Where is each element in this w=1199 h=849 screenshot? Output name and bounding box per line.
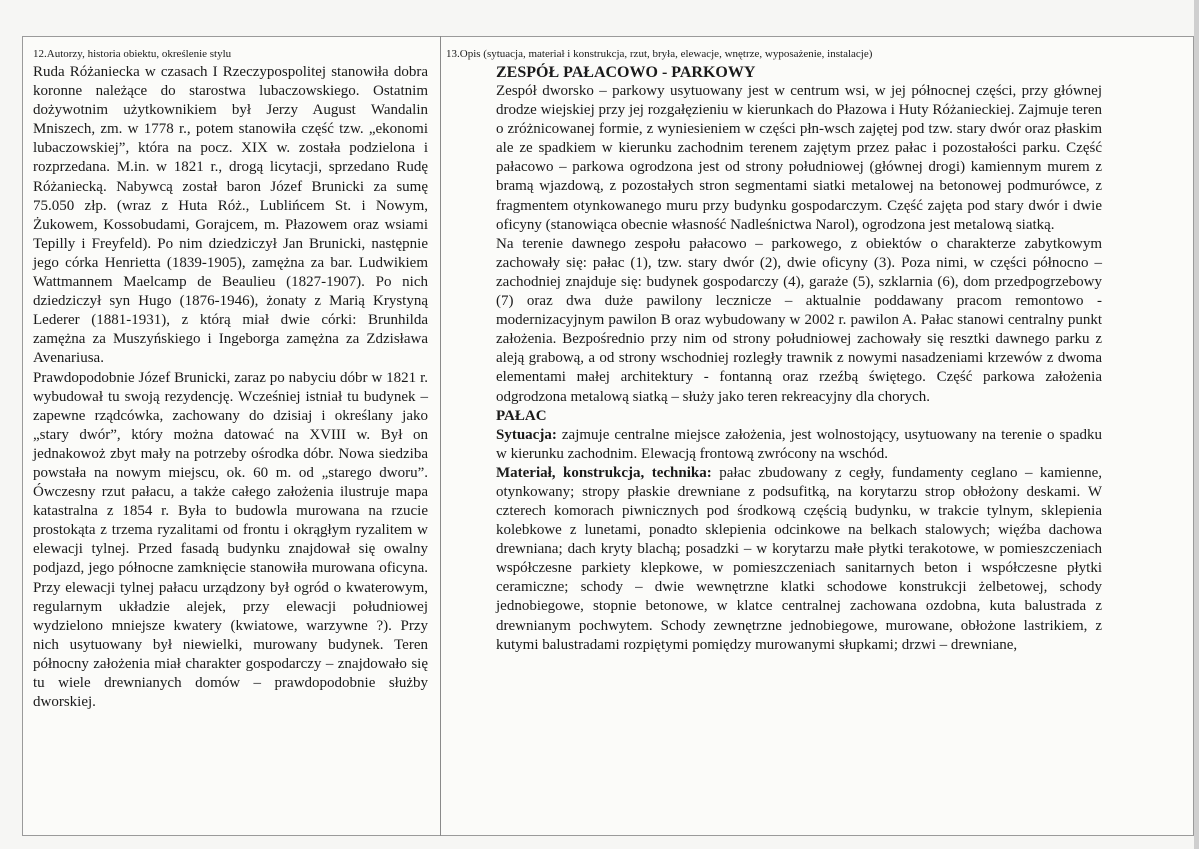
- left-section-header: 12.Autorzy, historia obiektu, określenie stylu: [33, 48, 232, 60]
- left-column: [33, 48, 428, 712]
- situation-text: zajmuje centralne miejsce założenia, jest wolnostojący, usytuowany na terenie o spadku w kierunku zachodnim. Elewacją frontową zwrócony na wschód.: [496, 426, 1102, 462]
- history-paragraph-2: Prawdopodobnie Józef Brunicki, zaraz po nabyciu dóbr w 1821 r. wybudował tu swoją rezydencję. Wcześniej istniał tu budynek – zapewne rządcówka, zachowany do dzisiaj i określany jako „stary dwór”, który można datować na XVIII w. Był on jednakowoż zbyt mały na potrzeby ośrodka dóbr. Nowa siedziba powstała na nowym miejscu, ok. 60 m. od „starego dworu”. Ówczesny rzut pałacu, a także całego założenia ilustruje mapa katastralna z 1854 r. Była to budowla murowana na rzucie prostokąta z trzema ryzalitami od frontu i okrągłym ryzalitem w elewacji tylnej. Przed fasadą budynku znajdował się owalny podjazd, jego północne zamknięcie stanowiła murowana oficyna. Przy elewacji tylnej pałacu urządzony był ogród o kwaterowym, regularnym układzie alejek, przy elewacji południowej wydzielono mniejsze kwatery (kwiatowe, warzywne ?). Przy nich usytuowany był niewielki, murowany budynek. Teren północny założenia miał charakter gospodarczy – znajdowało się tu wiele drewnianych domów – prawdopodobnie służby dworskiej.: [33, 369, 428, 711]
- scan-edge: [1194, 0, 1199, 849]
- history-paragraph-1: Ruda Różaniecka w czasach I Rzeczypospolitej stanowiła dobra koronne należące do starostwa lubaczowskiego. Ostatnim dożywotnim użytkownikiem był Jerzy August Wandalin Mniszech, zm. w 1778 r., potem stanowiła część tzw. „ekonomi lubaczowskiej”, która na pocz. XIX w. została podzielona i rozprzedana. M.in. w 1821 r., drogą licytacji, sprzedano Rudę Różaniecką. Nabywcą został baron Józef Brunicki za sumę 75.050 złp. (wraz z Huta Róż., Lublińcem St. i Nowym, Żukowem, Kossobudami, Gorajcem, m. Płazowem oraz wsiami Tepilly i Freyfeld). Po nim dziedziczył Jan Brunicki, następnie jego córka Henrietta (1839-1905), zamężna za bar. Ludwikiem Wattmannem Maelcamp de Beaulieu (1827-1907). Po nich dziedziczył syn Hugo (1876-1946), żonaty z Marią Krystyną Lederer (1881-1931), z którą miał dwie córki: Brunhilda zamężna za Muszyńskiego i Ingeborga zamężna za Zdzisława Avenariusa.: [33, 64, 428, 367]
- right-section-header: 13.Opis (sytuacja, materiał i konstrukcja, rzut, bryła, elewacje, wnętrze, wyposażenie, instalacje): [446, 48, 873, 60]
- material-paragraph: [446, 464, 1102, 655]
- right-column: [446, 48, 1102, 655]
- description-paragraph-2: Na terenie dawnego zespołu pałacowo – parkowego, z obiektów o charakterze zabytkowym zachowały się: pałac (1), tzw. stary dwór (2), dwie oficyny (3). Poza nimi, w części północno – zachodniej znajduje się: budynek gospodarczy (4), garaże (5), szklarnia (6), dom przedpogrzebowy (7) oraz dwa duże pawilony lecznicze – aktualnie poddawany pracom remontowo - modernizacyjnym pawilon B oraz wybudowany w 2002 r. pawilon A. Pałac stanowi centralny punkt założenia. Bezpośrednio przy nim od strony południowej zachowały się resztki dawnego parku z aleją grabową, a od strony wschodniej rozległy trawnik z nowymi nasadzeniami krzewów z dwoma elementami małej architektury - fontanną oraz rzeźbą świętego. Część parkowa założenia odgrodzona metalową siatką – służy jako teren rekreacyjny dla chorych.: [496, 235, 1102, 405]
- palace-subtitle: PAŁAC: [496, 407, 547, 424]
- situation-label: Sytuacja:: [496, 426, 557, 443]
- situation-paragraph: [446, 426, 1102, 464]
- material-label: Materiał, konstrukcja, technika:: [496, 464, 712, 481]
- material-text: pałac zbudowany z cegły, fundamenty ceglano – kamienne, otynkowany; stropy płaskie drewniane z podsufitką, na korytarzu strop obłożony deskami. W czterech komorach piwnicznych pod środkową częścią budynku, w trakcie tylnym, sklepienia kolebkowe z lunetami, ponadto sklepienia odcinkowe na belkach stalowych; więźba dachowa drewniana; dach kryty blachą; posadzki – w korytarzu małe płytki terakotowe, w pomieszczeniach współczesne parkiety klepkowe, w pomieszczeniach sanitarnych beton i współczesne płytki ceramiczne; schody – dwie wewnętrzne klatki schodowe konstrukcji żelbetowej, schody jednobiegowe, stopnie betonowe, w klatce centralnej zachowana ozdobna, kuta balustrada z drewnianym pochwytem. Schody zewnętrzne jednobiegowe, murowane, obłożone lastrikiem, z kutymi balustradami rozpiętymi pomiędzy murowanymi słupkami; drzwi – drewniane,: [496, 464, 1102, 653]
- column-divider: [440, 36, 441, 836]
- section-title: ZESPÓŁ PAŁACOWO - PARKOWY: [496, 64, 756, 81]
- description-paragraph-1: Zespół dworsko – parkowy usytuowany jest w centrum wsi, w jej północnej części, przy głównej drodze wiejskiej przy jej rozgałęzieniu w kierunkach do Płazowa i Huty Różanieckiej. Zajmuje teren o zróżnicowanej formie, z wyniesieniem w części płn-wsch zajętej pod tzw. stary dwór oraz płaskim ale ze spadkiem w kierunku zachodnim terenem zajętym przez pałac i pozostałości parku. Część pałacowo – parkowa ogrodzona jest od strony południowej (głównej drogi) kamiennym murem z bramą wjazdową, z pozostałych stron segmentami siatki metalowej na betonowej podmurówce, z fragmentem otynkowanego muru przy budynku gospodarczym. Część zajęta pod stary dwór i dwie oficyny (stanowiąca obecnie własność Nadleśnictwa Narol), ogrodzona jest metalową siatką.: [496, 83, 1102, 233]
